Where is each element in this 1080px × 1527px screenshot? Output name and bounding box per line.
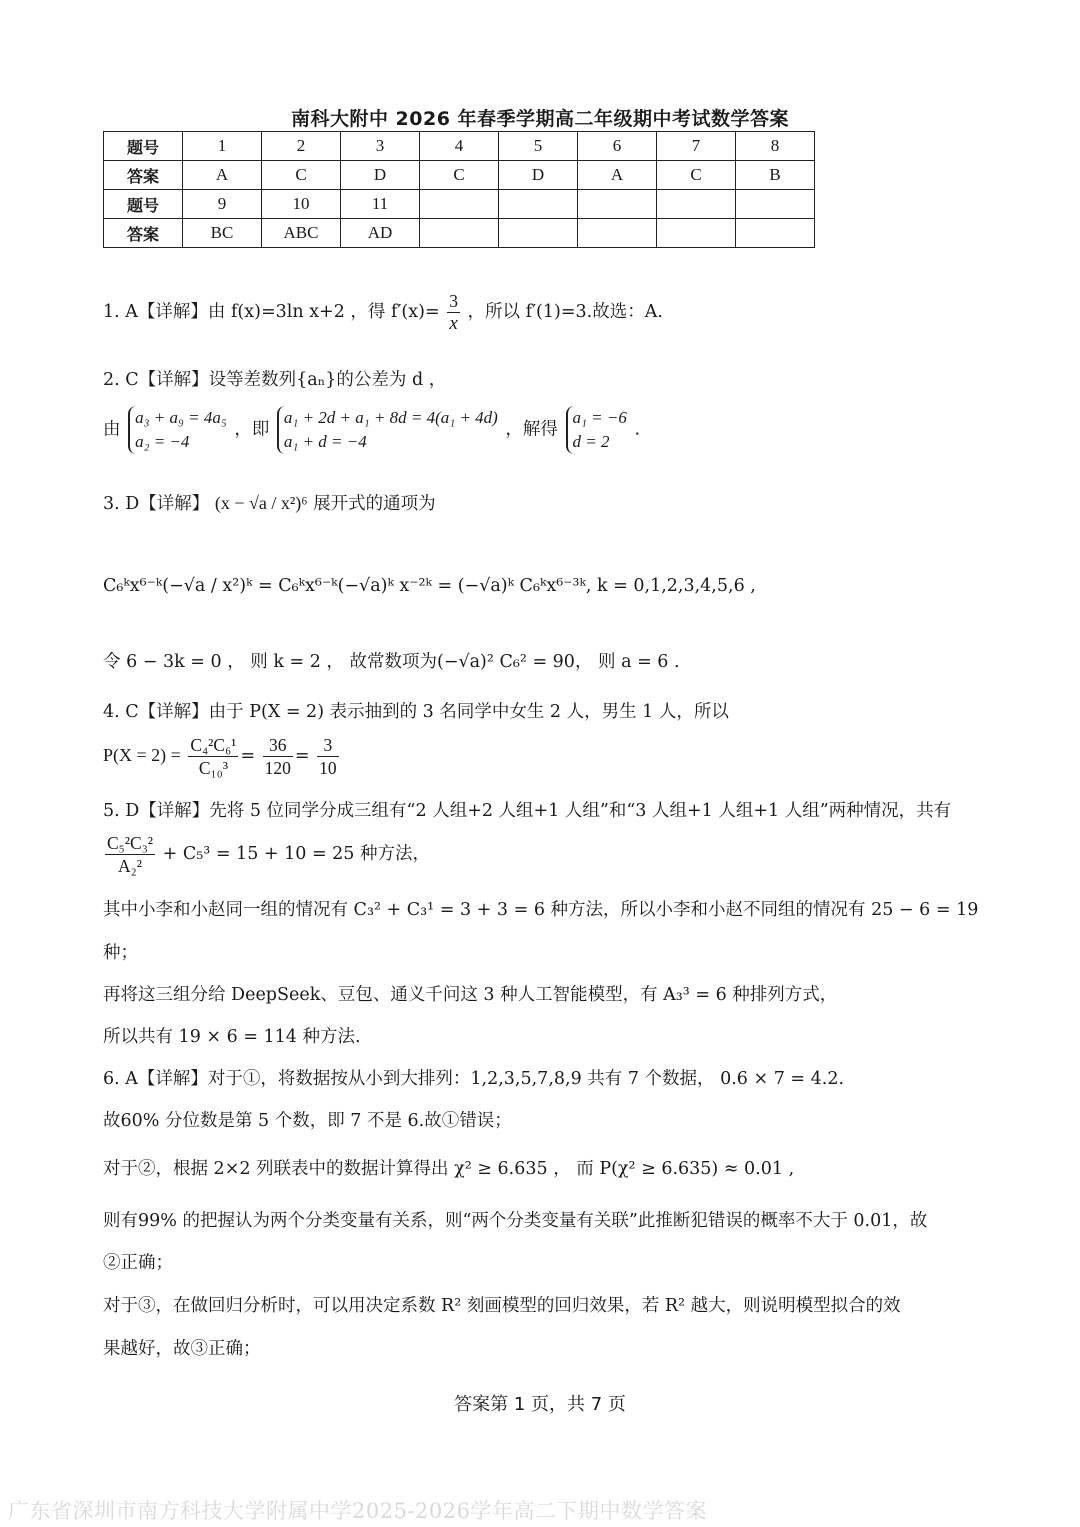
q3-tail: 展开式的通项为 (313, 494, 436, 514)
q5-line-a: 5. D【详解】先将 5 位同学分成三组有“2 人组+2 人组+1 人组”和“3 人组+1 人组+1 人组”两种情况，共有 (103, 801, 952, 821)
q3-line-a (103, 490, 436, 515)
q1-frac-den: x (449, 313, 458, 334)
q4-fraction-3 (317, 734, 339, 779)
q1-tail: ，所以 f′(1)=3.故选：A. (467, 302, 663, 322)
q5-tail: + C₅³ = 15 + 10 = 25 种方法， (162, 844, 431, 864)
q3-line-b: C₆ᵏx⁶⁻ᵏ(−√a / x²)ᵏ = C₆ᵏx⁶⁻ᵏ(−√a)ᵏ x⁻²ᵏ = (−√a)ᵏ C₆ᵏx⁶⁻³ᵏ, k = 0,1,2,3,4,5,6 , (103, 576, 756, 596)
q5-f-den: A₂² (118, 856, 143, 876)
q4-f2-num: 36 (263, 734, 293, 757)
q5-line-e: 再将这三组分给 DeepSeek、豆包、通义千问这 3 种人工智能模型，有 A₃³ = 6 种排列方式， (103, 985, 838, 1005)
q5-line-c: 其中小李和小赵同一组的情况有 C₃² + C₃¹ = 3 + 3 = 6 种方法，所以小李和小赵不同组的情况有 25 − 6 = 19 (103, 900, 979, 920)
table-cell: D (499, 161, 578, 190)
q1-fraction (447, 290, 460, 335)
q4-f3-den: 10 (319, 758, 337, 778)
q6-line-f: 对于③，在做回归分析时，可以用决定系数 R² 刻画模型的回归效果，若 R² 越大，则说明模型拟合的效 (103, 1296, 901, 1316)
q2-line-a: 2. C【详解】设等差数列{aₙ}的公差为 d ， (103, 370, 447, 390)
table-cell: ABC (262, 219, 341, 248)
q1-frac-num: 3 (449, 291, 458, 311)
table-cell: 4 (420, 132, 499, 161)
q2-line-b (103, 406, 640, 454)
table-row (104, 190, 815, 219)
q5-f-num: C₅²C₃² (107, 833, 154, 853)
table-cell (578, 190, 657, 219)
q2-sys3-row2: d = 2 (572, 432, 610, 451)
table-row (104, 161, 815, 190)
table-cell: 8 (736, 132, 815, 161)
table-cell: 5 (499, 132, 578, 161)
table-cell: C (657, 161, 736, 190)
table-cell (657, 190, 736, 219)
table-cell (499, 219, 578, 248)
table-cell: 9 (183, 190, 262, 219)
table-cell: 6 (578, 132, 657, 161)
q6-line-a: 6. A【详解】对于①，将数据按从小到大排列：1,2,3,5,7,8,9 共有 7 个数据， 0.6 × 7 = 4.2. (103, 1069, 845, 1089)
table-cell: 3 (341, 132, 420, 161)
table-cell: BC (183, 219, 262, 248)
table-header-cell: 题号 (104, 190, 183, 219)
table-cell: A (578, 161, 657, 190)
q4-fraction-1 (188, 734, 238, 779)
table-header-cell: 答案 (104, 161, 183, 190)
table-cell (420, 219, 499, 248)
table-cell: 11 (341, 190, 420, 219)
table-cell (420, 190, 499, 219)
q6-line-b: 故60% 分位数是第 5 个数，即 7 不是 6.故①错误； (103, 1111, 512, 1131)
watermark: 广东省深圳市南方科技大学附属中学2025-2026学年高二下期中数学答案 (8, 1499, 707, 1523)
q5-fraction (105, 832, 155, 877)
table-cell: A (183, 161, 262, 190)
q2-system-1 (128, 406, 227, 454)
q2-mid2: ，解得 (505, 419, 558, 440)
q3-expr: (x − √a / x²)⁶ (214, 493, 308, 513)
q4-f1-den: C₁₀³ (198, 758, 228, 778)
q2-system-2 (277, 406, 498, 454)
table-cell (578, 219, 657, 248)
table-cell: C (262, 161, 341, 190)
table-header-cell: 题号 (104, 132, 183, 161)
q6-line-e: ②正确； (103, 1253, 173, 1273)
table-cell (657, 219, 736, 248)
q2-sys2-row1: a₁ + 2d + a₁ + 8d = 4(a₁ + 4d) (283, 408, 498, 427)
table-cell: 10 (262, 190, 341, 219)
q6-line-g: 果越好，故③正确； (103, 1339, 261, 1359)
q2-sys2-row2: a₁ + d = −4 (283, 432, 367, 451)
table-cell: B (736, 161, 815, 190)
q1-line (103, 290, 663, 335)
q5-line-b (103, 832, 430, 877)
table-row (104, 219, 815, 248)
table-cell (736, 190, 815, 219)
q6-line-c: 对于②，根据 2×2 列联表中的数据计算得出 χ² ≥ 6.635 ， 而 P(χ² ≥ 6.635) ≈ 0.01 , (103, 1159, 795, 1179)
table-cell: 7 (657, 132, 736, 161)
table-cell: 2 (262, 132, 341, 161)
q4-f2-den: 120 (264, 758, 291, 778)
page-title: 南科大附中 2026 年春季学期高二年级期中考试数学答案 (290, 108, 790, 130)
q2-mid: ，即 (234, 419, 270, 440)
table-cell: AD (341, 219, 420, 248)
q2-sys1-row2: a₂ = −4 (135, 432, 190, 451)
q5-line-f: 所以共有 19 × 6 = 114 种方法. (103, 1027, 361, 1047)
q3-line-c: 令 6 − 3k = 0 ， 则 k = 2 ， 故常数项为(−√a)² C₆² = 90， 则 a = 6 . (103, 652, 680, 672)
table-cell: C (420, 161, 499, 190)
q4-line-b: P(X = 2) = $\frac{\text{C₄²C₆¹}}{\text{C₁₀³}}$ = $\frac{36}{120}$ = $\frac{3}{10}$ (103, 735, 337, 778)
q3-pre: 3. D【详解】 (103, 494, 210, 514)
q2-sys1-row1: a₃ + a₉ = 4a₅ (135, 408, 227, 427)
table-cell (499, 190, 578, 219)
table-cell: D (341, 161, 420, 190)
q4-f3-num: 3 (317, 734, 339, 757)
q2-end: . (634, 419, 641, 440)
q6-line-d: 则有99% 的把握认为两个分类变量有关系，则“两个分类变量有关联”此推断犯错误的概率不大于 0.01，故 (103, 1211, 928, 1231)
answer-table (103, 131, 815, 248)
page-footer: 答案第 1 页，共 7 页 (454, 1394, 626, 1415)
q2-sys3-row1: a₁ = −6 (572, 408, 627, 427)
q4-line-a: 4. C【详解】由于 P(X = 2) 表示抽到的 3 名同学中女生 2 人，男生 1 人，所以 (103, 702, 729, 722)
table-header-cell: 答案 (104, 219, 183, 248)
table-row (104, 132, 815, 161)
q1-text: 1. A【详解】由 f(x)=3ln x+2 ，得 f′(x)= (103, 302, 440, 322)
q5-line-d: 种； (103, 943, 138, 963)
q4-f1-num: C₄²C₆¹ (190, 735, 237, 755)
q4-fraction-2 (263, 734, 293, 779)
q4-pre: P(X = 2) = (103, 745, 181, 765)
q2-system-3 (566, 406, 627, 454)
table-cell: 1 (183, 132, 262, 161)
q2-pre: 由 (103, 419, 121, 440)
table-cell (736, 219, 815, 248)
